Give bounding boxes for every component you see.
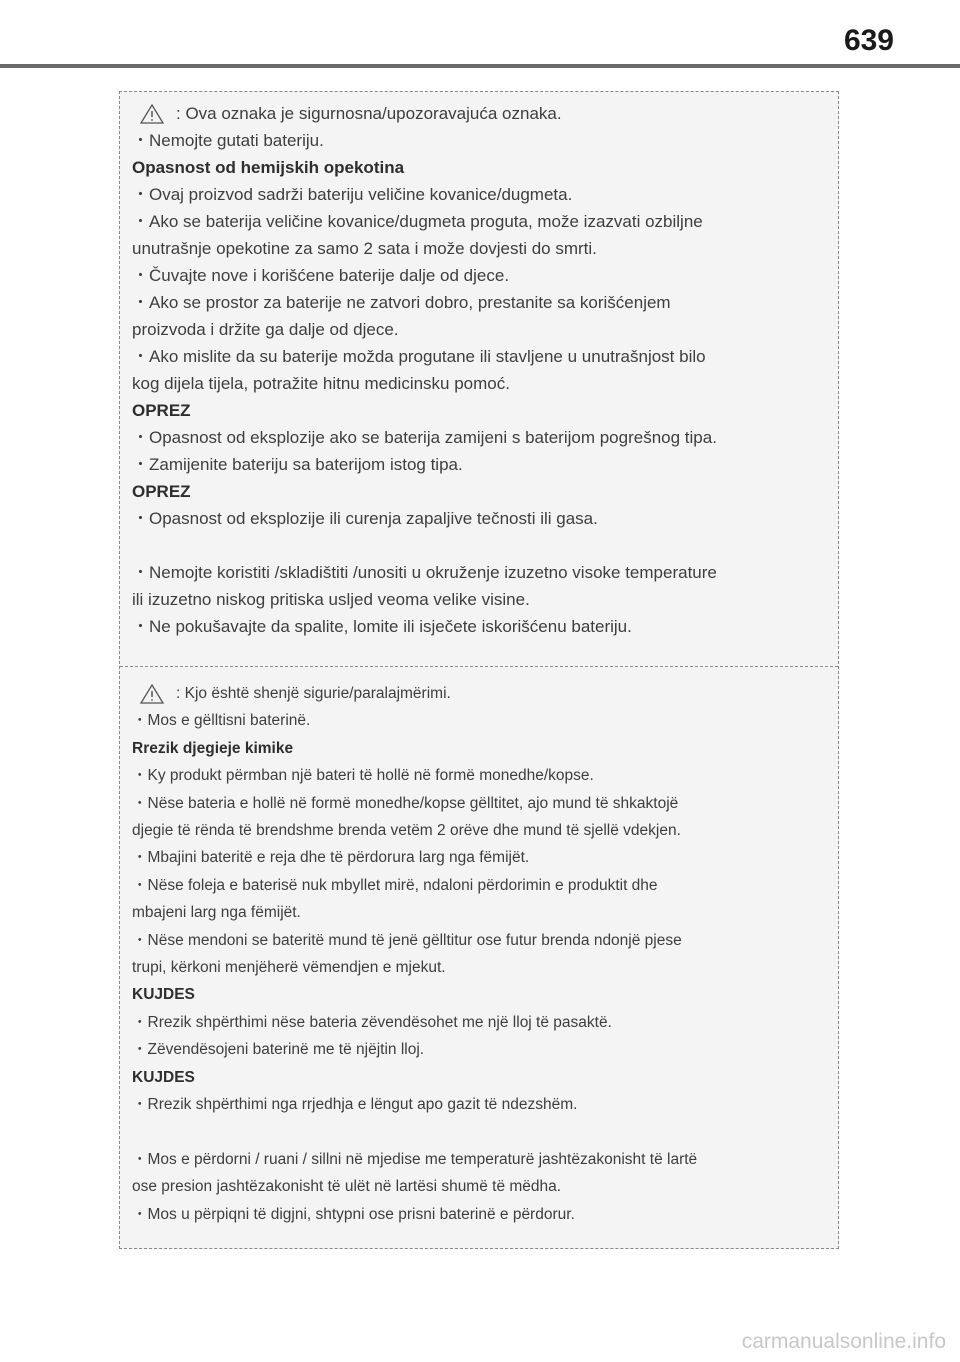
blank-line: [132, 532, 828, 559]
section-divider: [120, 666, 838, 667]
battery-warning-box: [119, 91, 839, 1249]
section-heading: OPREZ: [132, 482, 191, 501]
text-line: ・Ako se prostor za baterije ne zatvori dobro, prestanite sa korišćenjem: [132, 293, 671, 312]
text-line: ・Zëvendësojeni baterinë me të njëjtin lloj.: [132, 1041, 425, 1059]
text-line: mbajeni larg nga fëmijët.: [132, 904, 301, 922]
section-heading: Opasnost od hemijskih opekotina: [132, 158, 405, 177]
text-line: ・Rrezik shpërthimi nëse bateria zëvendësohet me një lloj të pasaktë.: [132, 1013, 612, 1031]
warning-row: [132, 680, 828, 707]
section-heading: KUJDES: [132, 1068, 195, 1086]
text-line: ・Nëse bateria e hollë në formë monedhe/kopse gëlltitet, ajo mund të shkaktojë: [132, 794, 679, 812]
section-heading: OPREZ: [132, 401, 191, 420]
text-line: ・Nemojte gutati bateriju.: [132, 131, 324, 150]
blank-line: [132, 1119, 828, 1146]
text-line: ili izuzetno niskog pritiska usljed veoma velike visine.: [132, 590, 530, 609]
header-rule: [0, 64, 960, 68]
section-heading: Rrezik djegieje kimike: [132, 739, 294, 757]
text-line: ・Nëse mendoni se bateritë mund të jenë gëlltitur ose futur brenda ndonjë pjese: [132, 931, 682, 949]
warning-triangle-icon: [140, 104, 164, 124]
section-bosnian-lines: [132, 127, 828, 640]
warning-row: [132, 100, 828, 127]
text-line: proizvoda i držite ga dalje od djece.: [132, 320, 399, 339]
page-number: 639: [843, 24, 894, 57]
watermark: carmanualsonline.info: [741, 1330, 946, 1353]
text-line: ・Nemojte koristiti /skladištiti /unositi u okruženje izuzetno visoke temperature: [132, 563, 717, 582]
text-line: kog dijela tijela, potražite hitnu medicinsku pomoć.: [132, 374, 510, 393]
text-line: ・Nëse foleja e baterisë nuk mbyllet mirë, ndaloni përdorimin e produktit dhe: [132, 876, 658, 894]
text-line: ・Ako mislite da su baterije možda progutane ili stavljene u unutrašnjost bilo: [132, 347, 706, 366]
text-line: djegie të rënda të brendshme brenda vetëm 2 orëve dhe mund të sjellë vdekjen.: [132, 822, 681, 840]
section-albanian: [120, 680, 840, 1228]
warning-triangle-icon: [140, 684, 164, 704]
section-heading: KUJDES: [132, 986, 195, 1004]
text-line: ・Ako se baterija veličine kovanice/dugmeta proguta, može izazvati ozbiljne: [132, 212, 703, 231]
section-bosnian: [120, 100, 840, 640]
text-line: ・Ne pokušavajte da spalite, lomite ili isječete iskorišćenu bateriju.: [132, 617, 632, 636]
text-line: ose presion jashtëzakonisht të ulët në lartësi shumë të mëdha.: [132, 1178, 562, 1196]
text-line: unutrašnje opekotine za samo 2 sata i može dovjesti do smrti.: [132, 239, 597, 258]
text-line: ・Mos u përpiqni të digjni, shtypni ose prisni baterinë e përdorur.: [132, 1205, 575, 1223]
text-line: ・Opasnost od eksplozije ako se baterija zamijeni s baterijom pogrešnog tipa.: [132, 428, 717, 447]
text-line: ・Ky produkt përmban një bateri të hollë në formë monedhe/kopse.: [132, 767, 594, 785]
text-line: ・Rrezik shpërthimi nga rrjedhja e lëngut apo gazit të ndezshëm.: [132, 1096, 578, 1114]
text-line: ・Čuvajte nove i korišćene baterije dalje od djece.: [132, 266, 510, 285]
text-line: ・Ovaj proizvod sadrži bateriju veličine kovanice/dugmeta.: [132, 185, 573, 204]
text-line: trupi, kërkoni menjëherë vëmendjen e mjekut.: [132, 959, 446, 977]
text-line: ・Opasnost od eksplozije ili curenja zapaljive tečnosti ili gasa.: [132, 509, 598, 528]
section-albanian-lines: [132, 707, 828, 1228]
text-line: ・Mos e gëlltisni baterinë.: [132, 712, 311, 730]
text-line: ・Mos e përdorni / ruani / sillni në mjedise me temperaturë jashtëzakonisht të lartë: [132, 1150, 698, 1168]
warning-label: : Kjo është shenjë sigurie/paralajmërimi.: [176, 685, 451, 702]
text-line: ・Mbajini bateritë e reja dhe të përdorura larg nga fëmijët.: [132, 849, 530, 867]
text-line: ・Zamijenite bateriju sa baterijom istog tipa.: [132, 455, 463, 474]
warning-label: : Ova oznaka je sigurnosna/upozoravajuća oznaka.: [176, 104, 562, 123]
